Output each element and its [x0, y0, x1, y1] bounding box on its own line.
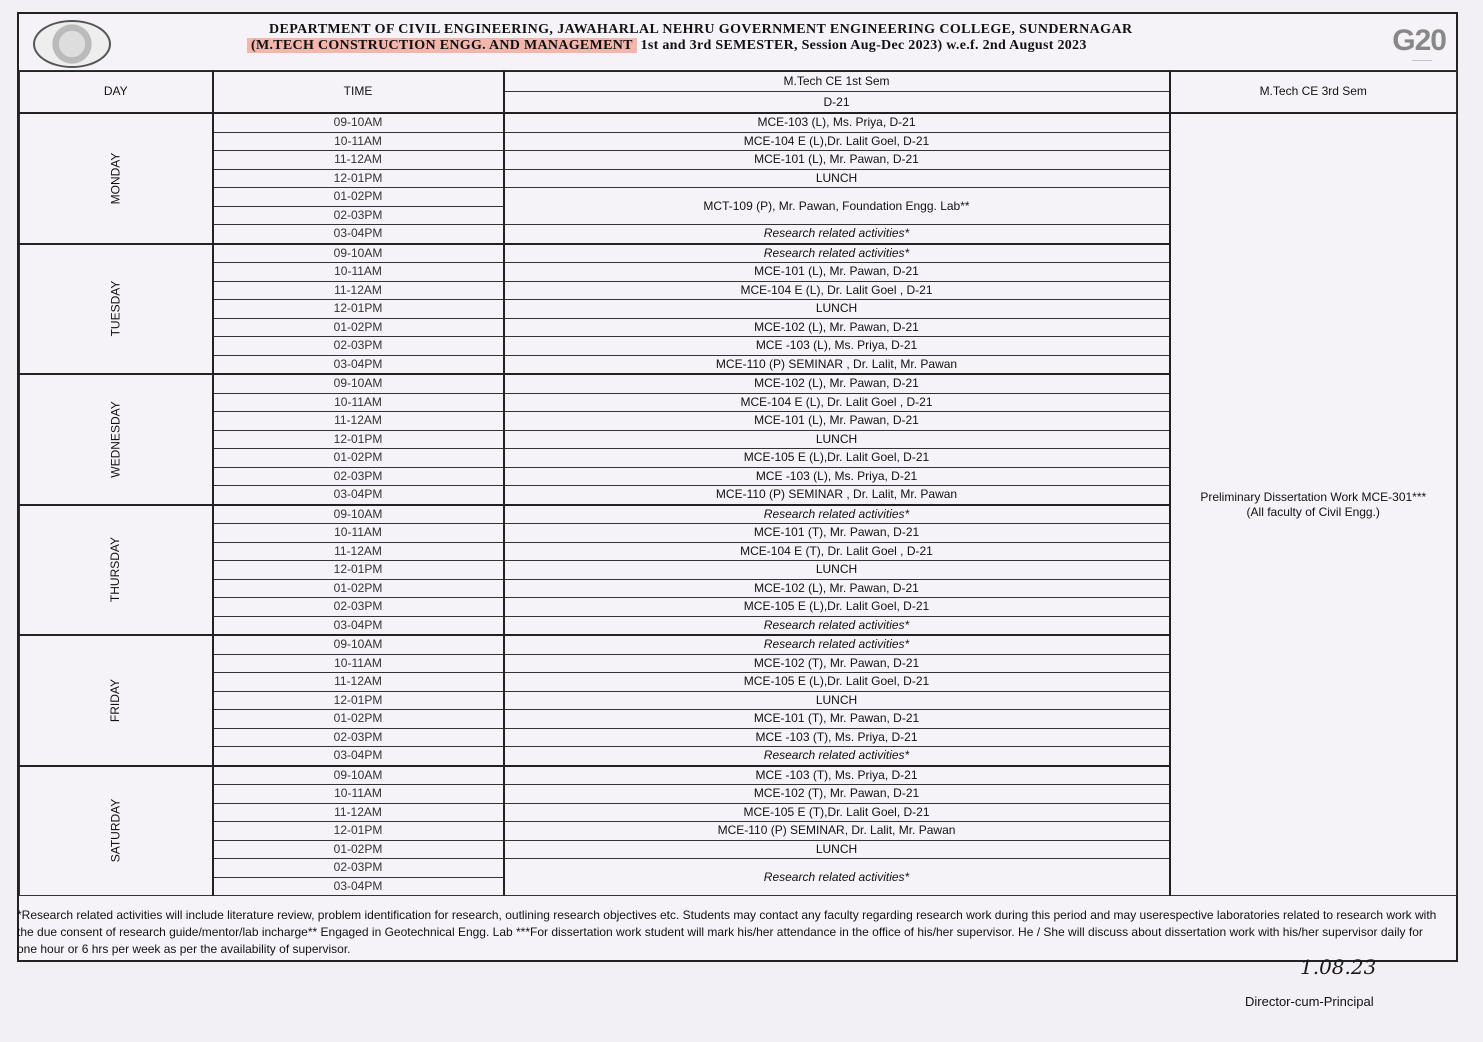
col-header-sem1-room: D-21: [504, 92, 1170, 114]
class-cell: MCE-110 (P) SEMINAR, Dr. Lalit, Mr. Pawan: [504, 822, 1170, 841]
class-cell: Research related activities*: [504, 859, 1170, 896]
class-cell: Research related activities*: [504, 505, 1170, 524]
director-label: Director-cum-Principal: [1245, 994, 1374, 1009]
day-label: WEDNESDAY: [108, 401, 123, 478]
class-cell: MCE-101 (L), Mr. Pawan, D-21: [504, 151, 1170, 170]
time-cell: 02-03PM: [213, 206, 504, 225]
time-cell: 03-04PM: [213, 747, 504, 766]
time-cell: 02-03PM: [213, 467, 504, 486]
time-cell: 09-10AM: [213, 505, 504, 524]
document-header: [19, 14, 1456, 72]
day-cell-thursday: [20, 505, 213, 636]
class-cell: MCE-105 E (L),Dr. Lalit Goel, D-21: [504, 598, 1170, 617]
class-cell: LUNCH: [504, 430, 1170, 449]
class-cell: MCE-105 E (L),Dr. Lalit Goel, D-21: [504, 449, 1170, 468]
program-title: [247, 38, 1087, 54]
class-cell: MCE-104 E (T), Dr. Lalit Goel , D-21: [504, 542, 1170, 561]
day-cell-tuesday: [20, 244, 213, 375]
class-cell: Research related activities*: [504, 616, 1170, 635]
class-cell: MCE -103 (L), Ms. Priya, D-21: [504, 337, 1170, 356]
day-cell-monday: [20, 113, 213, 244]
class-cell: MCE -103 (T), Ms. Priya, D-21: [504, 766, 1170, 785]
time-cell: 01-02PM: [213, 449, 504, 468]
class-cell: MCE-102 (L), Mr. Pawan, D-21: [504, 318, 1170, 337]
time-cell: 10-11AM: [213, 524, 504, 543]
time-cell: 03-04PM: [213, 486, 504, 505]
time-cell: 09-10AM: [213, 113, 504, 132]
time-cell: 01-02PM: [213, 318, 504, 337]
g20-logo-tagline: ————: [1412, 58, 1432, 64]
col-header-time: TIME: [213, 71, 504, 114]
class-cell: MCE-102 (T), Mr. Pawan, D-21: [504, 654, 1170, 673]
day-label: MONDAY: [108, 152, 123, 205]
class-cell: MCE-110 (P) SEMINAR , Dr. Lalit, Mr. Pawan: [504, 486, 1170, 505]
time-cell: 11-12AM: [213, 151, 504, 170]
time-cell: 11-12AM: [213, 673, 504, 692]
class-cell: MCE-104 E (L), Dr. Lalit Goel , D-21: [504, 393, 1170, 412]
class-cell: MCE -103 (L), Ms. Priya, D-21: [504, 467, 1170, 486]
time-cell: 10-11AM: [213, 654, 504, 673]
time-cell: 12-01PM: [213, 561, 504, 580]
time-cell: 03-04PM: [213, 877, 504, 896]
class-cell: LUNCH: [504, 561, 1170, 580]
class-cell: MCE-103 (L), Ms. Priya, D-21: [504, 113, 1170, 132]
time-cell: 09-10AM: [213, 766, 504, 785]
time-cell: 02-03PM: [213, 337, 504, 356]
time-cell: 09-10AM: [213, 244, 504, 263]
class-cell: Research related activities*: [504, 747, 1170, 766]
class-cell: MCE-102 (L), Mr. Pawan, D-21: [504, 579, 1170, 598]
day-label: SATURDAY: [108, 798, 123, 863]
day-label: TUESDAY: [108, 280, 123, 337]
class-cell: MCE-101 (L), Mr. Pawan, D-21: [504, 412, 1170, 431]
class-cell: MCE-110 (P) SEMINAR , Dr. Lalit, Mr. Pawan: [504, 355, 1170, 374]
class-cell: Research related activities*: [504, 225, 1170, 244]
class-cell: LUNCH: [504, 691, 1170, 710]
day-cell-friday: [20, 635, 213, 766]
timetable-body: [20, 113, 1457, 896]
time-cell: 01-02PM: [213, 840, 504, 859]
class-cell: MCE-101 (T), Mr. Pawan, D-21: [504, 524, 1170, 543]
class-cell: MCE-105 E (L),Dr. Lalit Goel, D-21: [504, 673, 1170, 692]
time-cell: 12-01PM: [213, 430, 504, 449]
time-cell: 09-10AM: [213, 374, 504, 393]
class-cell: LUNCH: [504, 840, 1170, 859]
class-cell: MCE-104 E (L),Dr. Lalit Goel, D-21: [504, 132, 1170, 151]
time-cell: 03-04PM: [213, 355, 504, 374]
time-cell: 03-04PM: [213, 616, 504, 635]
class-cell: MCE-101 (L), Mr. Pawan, D-21: [504, 263, 1170, 282]
time-cell: 02-03PM: [213, 598, 504, 617]
time-cell: 02-03PM: [213, 728, 504, 747]
time-cell: 11-12AM: [213, 542, 504, 561]
class-cell: MCE -103 (T), Ms. Priya, D-21: [504, 728, 1170, 747]
class-cell: Research related activities*: [504, 635, 1170, 654]
timetable: [19, 70, 1457, 896]
g20-logo: G20: [1392, 24, 1446, 57]
time-cell: 03-04PM: [213, 225, 504, 244]
time-cell: 02-03PM: [213, 859, 504, 878]
time-cell: 11-12AM: [213, 803, 504, 822]
col-header-sem3: M.Tech CE 3rd Sem: [1170, 71, 1457, 114]
time-cell: 01-02PM: [213, 579, 504, 598]
timetable-sheet: [17, 12, 1458, 962]
program-title-rest: 1st and 3rd SEMESTER, Session Aug-Dec 2023) w.e.f. 2nd August 2023: [636, 38, 1087, 53]
time-cell: 12-01PM: [213, 691, 504, 710]
time-cell: 01-02PM: [213, 188, 504, 207]
sem3-dissertation-cell: [1170, 113, 1457, 896]
time-cell: 09-10AM: [213, 635, 504, 654]
footnote: *Research related activities will include literature review, problem identification for research, outlining research objectives etc. Students may contact any faculty regarding research work during this period and may userespective laboratories related to research work with the due consent of research guide/mentor/lab incharge** Engaged in Geotechnical Engg. Lab ***For dissertation work student will mark his/her attendance in the office of his/her supervisor. He / She will discuss about dissertation work with his/her supervisor daily for one hour or 6 hrs per week as per the availability of supervisor.: [17, 908, 1437, 956]
day-label: FRIDAY: [108, 678, 123, 722]
class-cell: MCE-101 (T), Mr. Pawan, D-21: [504, 710, 1170, 729]
time-cell: 10-11AM: [213, 785, 504, 804]
table-row: [20, 113, 1457, 132]
class-cell: LUNCH: [504, 169, 1170, 188]
class-cell: LUNCH: [504, 300, 1170, 319]
day-cell-saturday: [20, 766, 213, 896]
time-cell: 01-02PM: [213, 710, 504, 729]
col-header-sem1: M.Tech CE 1st Sem: [504, 71, 1170, 92]
sem3-dissertation-faculty: (All faculty of Civil Engg.): [1246, 504, 1380, 519]
time-cell: 12-01PM: [213, 169, 504, 188]
time-cell: 10-11AM: [213, 393, 504, 412]
time-cell: 12-01PM: [213, 822, 504, 841]
time-cell: 11-12AM: [213, 281, 504, 300]
class-cell: MCE-102 (T), Mr. Pawan, D-21: [504, 785, 1170, 804]
time-cell: 10-11AM: [213, 263, 504, 282]
class-cell: MCE-104 E (L), Dr. Lalit Goel , D-21: [504, 281, 1170, 300]
day-cell-wednesday: [20, 374, 213, 505]
time-cell: 12-01PM: [213, 300, 504, 319]
program-title-highlight: (M.TECH CONSTRUCTION ENGG. AND MANAGEMENT: [247, 38, 637, 53]
time-cell: 10-11AM: [213, 132, 504, 151]
department-title: DEPARTMENT OF CIVIL ENGINEERING, JAWAHARLAL NEHRU GOVERNMENT ENGINEERING COLLEGE, SUNDERNAGAR: [269, 22, 1133, 37]
signature-date: 1.08.23: [1300, 955, 1377, 979]
time-cell: 11-12AM: [213, 412, 504, 431]
col-header-day: DAY: [20, 71, 213, 114]
day-label: THURSDAY: [108, 537, 123, 603]
class-cell: Research related activities*: [504, 244, 1170, 263]
class-cell: MCE-102 (L), Mr. Pawan, D-21: [504, 374, 1170, 393]
sem3-dissertation-title: Preliminary Dissertation Work MCE-301***: [1200, 489, 1427, 504]
class-cell: MCE-105 E (T),Dr. Lalit Goel, D-21: [504, 803, 1170, 822]
college-logo: [33, 20, 111, 68]
class-cell: MCT-109 (P), Mr. Pawan, Foundation Engg. Lab**: [504, 188, 1170, 225]
